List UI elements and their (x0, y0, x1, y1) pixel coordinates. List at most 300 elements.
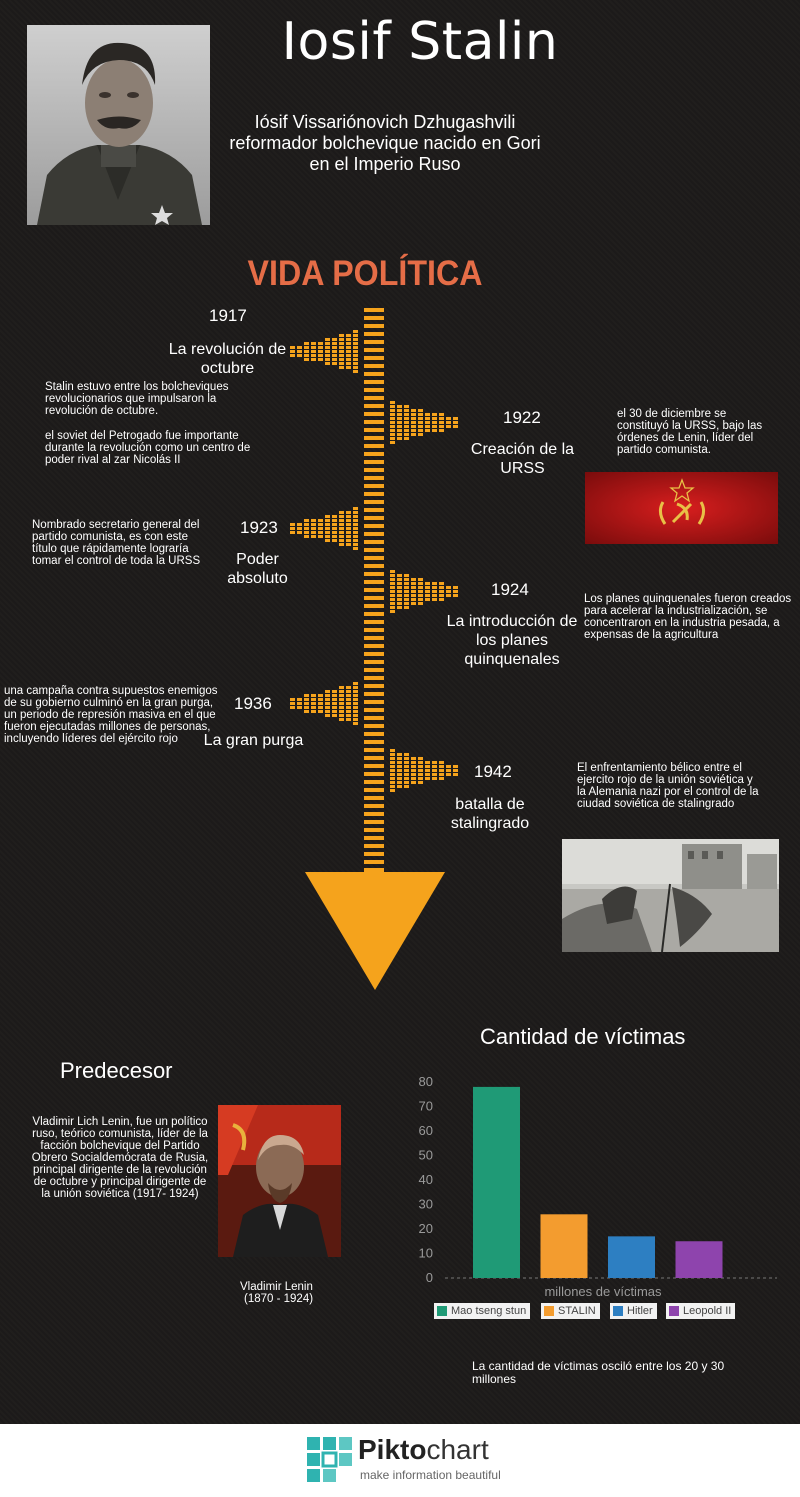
arrow-dot (418, 773, 423, 776)
arrow-dot (390, 433, 395, 436)
lenin-portrait (218, 1105, 341, 1257)
spine-segment (364, 852, 384, 856)
arrow-dot (325, 535, 330, 538)
spine-segment (364, 604, 384, 608)
event-label-1917: La revolución de octubre (168, 341, 287, 377)
y-tick-label: 60 (418, 1123, 433, 1138)
spine-segment (364, 572, 384, 576)
arrow-dot (325, 694, 330, 697)
arrow-dot (318, 702, 323, 705)
spine-segment (364, 484, 384, 488)
arrow-dot (453, 590, 458, 593)
spine-segment (364, 620, 384, 624)
arrow-dot (453, 765, 458, 768)
arrow-dot (397, 417, 402, 420)
y-tick-label: 80 (418, 1074, 433, 1089)
event-desc-1924: Los planes quinquenales fueron creados para acelerar la industrialización, se concentraron en la industria pesada, a expensas de la agricultura (584, 593, 792, 641)
arrow-dot (353, 511, 358, 514)
arrow-dot (439, 761, 444, 764)
arrow-dot (432, 761, 437, 764)
arrow-dot (353, 330, 358, 333)
arrow-dot (325, 531, 330, 534)
arrow-dot (353, 334, 358, 337)
arrow-dot (304, 346, 309, 349)
arrow-dot (390, 578, 395, 581)
arrow-dot (311, 346, 316, 349)
arrow-dot (404, 598, 409, 601)
brand-name-pikto: Pikto (358, 1434, 427, 1465)
arrow-dot (404, 405, 409, 408)
spine-segment (364, 356, 384, 360)
arrow-dot (425, 421, 430, 424)
arrow-dot (404, 606, 409, 609)
arrow-dot (346, 366, 351, 369)
arrow-dot (397, 785, 402, 788)
spine-segment (364, 844, 384, 848)
arrow-dot (318, 710, 323, 713)
arrow-dot (304, 710, 309, 713)
legend-swatch (544, 1306, 554, 1316)
bar-hitler (608, 1236, 655, 1278)
arrow-dot (297, 346, 302, 349)
arrow-dot (346, 531, 351, 534)
legend-label: Mao tseng stun (451, 1305, 527, 1317)
arrow-dot (439, 765, 444, 768)
arrow-dot (439, 413, 444, 416)
spine-segment (364, 828, 384, 832)
arrow-dot (353, 694, 358, 697)
arrow-dot (397, 761, 402, 764)
arrow-dot (353, 690, 358, 693)
arrow-dot (353, 346, 358, 349)
spine-segment (364, 636, 384, 640)
arrow-dot (390, 429, 395, 432)
arrow-dot (311, 527, 316, 530)
page-title: Iosif Stalin (281, 12, 559, 72)
spine-segment (364, 700, 384, 704)
arrow-dot (290, 346, 295, 349)
spine-segment (364, 708, 384, 712)
arrow-dot (318, 358, 323, 361)
arrow-dot (404, 594, 409, 597)
spine-segment (364, 788, 384, 792)
arrow-dot (404, 578, 409, 581)
piktochart-logo-icon (307, 1437, 352, 1485)
arrow-dot (390, 574, 395, 577)
arrow-dot (404, 421, 409, 424)
arrow-dot (311, 698, 316, 701)
arrow-dot (311, 710, 316, 713)
arrow-dot (418, 777, 423, 780)
arrow-dot (339, 527, 344, 530)
arrow-dot (404, 602, 409, 605)
arrow-dot (404, 409, 409, 412)
arrow-dot (390, 437, 395, 440)
arrow-dot (411, 586, 416, 589)
arrow-dot (397, 578, 402, 581)
arrow-dot (418, 765, 423, 768)
arrow-dot (311, 342, 316, 345)
arrow-dot (411, 765, 416, 768)
arrow-dot (346, 718, 351, 721)
arrow-dot (418, 433, 423, 436)
arrow-dot (290, 350, 295, 353)
arrow-dot (346, 342, 351, 345)
arrow-dot (439, 594, 444, 597)
lenin-caption-name: Vladimir Lenin (240, 1281, 313, 1293)
arrow-dot (311, 350, 316, 353)
arrow-dot (397, 574, 402, 577)
arrow-dot (346, 515, 351, 518)
spine-segment (364, 836, 384, 840)
arrow-dot (353, 519, 358, 522)
arrow-dot (353, 710, 358, 713)
arrow-dot (432, 582, 437, 585)
arrow-dot (332, 539, 337, 542)
spine-segment (364, 740, 384, 744)
arrow-dot (446, 765, 451, 768)
arrow-dot (290, 702, 295, 705)
arrow-dot (339, 511, 344, 514)
arrow-dot (411, 578, 416, 581)
arrow-dot (353, 722, 358, 725)
spine-segment (364, 724, 384, 728)
arrow-dot (425, 417, 430, 420)
arrow-dot (339, 366, 344, 369)
arrow-dot (353, 698, 358, 701)
arrow-dot (425, 586, 430, 589)
spine-segment (364, 324, 384, 328)
arrow-dot (397, 602, 402, 605)
arrow-dot (304, 527, 309, 530)
arrow-dot (390, 413, 395, 416)
arrow-dot (411, 590, 416, 593)
arrow-dot (397, 753, 402, 756)
arrow-dot (397, 433, 402, 436)
y-tick-label: 0 (425, 1270, 433, 1285)
brand-name-chart: chart (426, 1434, 489, 1465)
arrow-dot (411, 429, 416, 432)
arrow-dot (425, 761, 430, 764)
arrow-dot (390, 590, 395, 593)
arrow-dot (353, 718, 358, 721)
arrow-dot (339, 694, 344, 697)
arrow-dot (311, 702, 316, 705)
event-label-1942: batalla de stalingrado (450, 796, 530, 832)
y-tick-label: 50 (418, 1147, 433, 1163)
arrow-dot (332, 523, 337, 526)
arrow-dot (397, 425, 402, 428)
arrow-dot (404, 429, 409, 432)
arrow-dot (339, 519, 344, 522)
arrow-dot (353, 706, 358, 709)
arrow-dot (304, 342, 309, 345)
arrow-dot (432, 777, 437, 780)
soviet-flag-image (585, 472, 778, 544)
arrow-dot (304, 698, 309, 701)
arrow-dot (346, 686, 351, 689)
y-tick-label: 20 (418, 1221, 433, 1236)
arrow-dot (353, 531, 358, 534)
arrow-dot (439, 582, 444, 585)
spine-segment (364, 580, 384, 584)
event-year-1923: 1923 (240, 518, 278, 537)
arrow-dot (318, 527, 323, 530)
arrow-dot (304, 535, 309, 538)
arrow-dot (311, 519, 316, 522)
arrow-dot (418, 413, 423, 416)
arrow-dot (332, 710, 337, 713)
arrow-dot (432, 425, 437, 428)
arrow-dot (304, 531, 309, 534)
arrow-dot (425, 594, 430, 597)
legend-swatch (437, 1306, 447, 1316)
spine-segment (364, 748, 384, 752)
arrow-dot (439, 425, 444, 428)
arrow-dot (390, 757, 395, 760)
event-desc-1917-b: el soviet del Petrogado fue importante durante la revolución como un centro de poder rival al zar Nicolás II (45, 430, 251, 466)
arrow-dot (353, 527, 358, 530)
arrow-dot (411, 425, 416, 428)
arrow-dot (325, 346, 330, 349)
arrow-dot (346, 511, 351, 514)
arrow-dot (404, 761, 409, 764)
arrow-dot (304, 350, 309, 353)
arrow-dot (432, 598, 437, 601)
arrow-dot (425, 769, 430, 772)
arrow-dot (332, 535, 337, 538)
event-desc-1917: Stalin estuvo entre los bolcheviques revolucionarios que impulsaron la revolución de octubre. (45, 381, 229, 417)
y-tick-label: 70 (418, 1098, 433, 1114)
arrow-dot (390, 421, 395, 424)
spine-segment (364, 564, 384, 568)
arrow-dot (332, 531, 337, 534)
arrow-dot (418, 582, 423, 585)
y-tick-label: 40 (418, 1172, 433, 1187)
arrow-dot (332, 519, 337, 522)
spine-segment (364, 428, 384, 432)
arrow-dot (404, 753, 409, 756)
arrow-dot (346, 334, 351, 337)
arrow-dot (432, 594, 437, 597)
arrow-dot (390, 606, 395, 609)
arrow-dot (353, 714, 358, 717)
lenin-caption-years: (1870 - 1924) (244, 1293, 314, 1305)
spine-segment (364, 804, 384, 808)
arrow-dot (325, 527, 330, 530)
spine-segment (364, 500, 384, 504)
arrow-dot (453, 586, 458, 589)
arrow-dot (404, 574, 409, 577)
arrow-dot (404, 586, 409, 589)
arrow-dot (353, 686, 358, 689)
spine-segment (364, 820, 384, 824)
bar-mao-tseng-stun (473, 1087, 520, 1278)
arrow-dot (390, 594, 395, 597)
arrow-dot (439, 421, 444, 424)
arrow-dot (418, 781, 423, 784)
event-year-1942: 1942 (474, 762, 512, 781)
arrow-dot (446, 421, 451, 424)
arrow-dot (290, 531, 295, 534)
arrow-dot (332, 527, 337, 530)
arrow-dot (390, 598, 395, 601)
arrow-dot (390, 582, 395, 585)
arrow-dot (425, 598, 430, 601)
arrow-dot (418, 425, 423, 428)
arrow-dot (418, 594, 423, 597)
arrow-dot (353, 523, 358, 526)
arrow-dot (311, 694, 316, 697)
spine-segment (364, 652, 384, 656)
spine-segment (364, 780, 384, 784)
arrow-dot (332, 702, 337, 705)
arrow-dot (397, 586, 402, 589)
y-tick-label: 30 (418, 1196, 433, 1212)
spine-segment (364, 860, 384, 864)
arrow-dot (304, 354, 309, 357)
arrow-dot (325, 350, 330, 353)
arrow-dot (318, 523, 323, 526)
arrow-dot (390, 610, 395, 613)
legend-item (434, 1303, 530, 1319)
arrow-dot (339, 350, 344, 353)
footer (0, 1424, 800, 1497)
arrow-dot (390, 570, 395, 573)
arrow-dot (404, 785, 409, 788)
arrow-dot (390, 405, 395, 408)
arrow-dot (411, 773, 416, 776)
arrow-dot (390, 602, 395, 605)
arrow-dot (332, 346, 337, 349)
arrow-dot (404, 582, 409, 585)
spine-segment (364, 796, 384, 800)
arrow-dot (425, 590, 430, 593)
arrow-dot (346, 346, 351, 349)
arrow-dot (297, 706, 302, 709)
arrow-dot (404, 773, 409, 776)
arrow-dot (332, 362, 337, 365)
arrow-dot (390, 769, 395, 772)
arrow-dot (439, 598, 444, 601)
arrow-dot (404, 433, 409, 436)
arrow-dot (339, 362, 344, 365)
timeline-arrowhead (305, 872, 445, 990)
spine-segment (364, 660, 384, 664)
arrow-dot (446, 590, 451, 593)
arrow-dot (346, 698, 351, 701)
predecessor-heading: Predecesor (60, 1058, 173, 1083)
arrow-dot (339, 714, 344, 717)
arrow-dot (390, 586, 395, 589)
arrow-dot (346, 350, 351, 353)
arrow-dot (353, 354, 358, 357)
arrow-dot (346, 714, 351, 717)
arrow-dot (339, 334, 344, 337)
arrow-dot (397, 429, 402, 432)
spine-segment (364, 812, 384, 816)
arrow-dot (418, 409, 423, 412)
event-year-1922: 1922 (503, 408, 541, 427)
arrow-dot (339, 702, 344, 705)
arrow-dot (346, 543, 351, 546)
arrow-dot (432, 586, 437, 589)
arrow-dot (318, 694, 323, 697)
arrow-dot (397, 421, 402, 424)
spine-segment (364, 764, 384, 768)
spine-segment (364, 644, 384, 648)
arrow-dot (297, 531, 302, 534)
arrow-dot (332, 690, 337, 693)
arrow-dot (325, 690, 330, 693)
arrow-dot (290, 527, 295, 530)
spine-segment (364, 348, 384, 352)
arrow-dot (418, 769, 423, 772)
legend-item (541, 1303, 600, 1319)
arrow-dot (325, 354, 330, 357)
arrow-dot (390, 409, 395, 412)
arrow-dot (311, 358, 316, 361)
arrow-dot (432, 417, 437, 420)
arrow-dot (404, 425, 409, 428)
arrow-dot (311, 523, 316, 526)
arrow-dot (339, 515, 344, 518)
spine-segment (364, 316, 384, 320)
arrow-dot (418, 578, 423, 581)
arrow-dot (390, 781, 395, 784)
arrow-dot (425, 765, 430, 768)
arrow-dot (332, 350, 337, 353)
arrow-dot (297, 523, 302, 526)
arrow-dot (411, 757, 416, 760)
arrow-dot (325, 338, 330, 341)
arrow-dot (439, 773, 444, 776)
arrow-dot (446, 773, 451, 776)
arrow-dot (311, 354, 316, 357)
arrow-dot (346, 527, 351, 530)
event-year-1924: 1924 (491, 580, 529, 599)
bar-stalin (541, 1214, 588, 1278)
arrow-dot (418, 761, 423, 764)
arrow-dot (297, 350, 302, 353)
arrow-dot (411, 781, 416, 784)
arrow-dot (353, 370, 358, 373)
arrow-dot (425, 413, 430, 416)
predecessor-text: Vladimir Lich Lenin, fue un político ruso, teórico comunista, líder de la facción bolchevique del Partido Obrero Socialdemócrata de Rusia, principal dirigente de la revolución de octubre y principal dirigente de la unión soviética (1917- 1924) (31, 1116, 209, 1200)
arrow-dot (346, 519, 351, 522)
arrow-dot (311, 535, 316, 538)
arrow-dot (411, 409, 416, 412)
event-year-1917: 1917 (209, 306, 247, 325)
arrow-dot (339, 686, 344, 689)
arrow-dot (390, 441, 395, 444)
event-desc-1936: una campaña contra supuestos enemigos de su gobierno culminó en la gran purga, un periodo de represión masiva en el que fueron ejecutadas millones de personas, incluyendo líderes del ejército rojo (4, 685, 218, 745)
arrow-dot (446, 769, 451, 772)
arrow-dot (439, 586, 444, 589)
arrow-dot (353, 342, 358, 345)
arrow-dot (432, 590, 437, 593)
arrow-dot (318, 698, 323, 701)
legend-label: Hitler (627, 1305, 653, 1317)
arrow-dot (453, 594, 458, 597)
arrow-dot (425, 429, 430, 432)
spine-segment (364, 516, 384, 520)
spine-segment (364, 540, 384, 544)
arrow-dot (446, 417, 451, 420)
arrow-dot (390, 773, 395, 776)
arrow-dot (339, 346, 344, 349)
arrow-dot (332, 706, 337, 709)
